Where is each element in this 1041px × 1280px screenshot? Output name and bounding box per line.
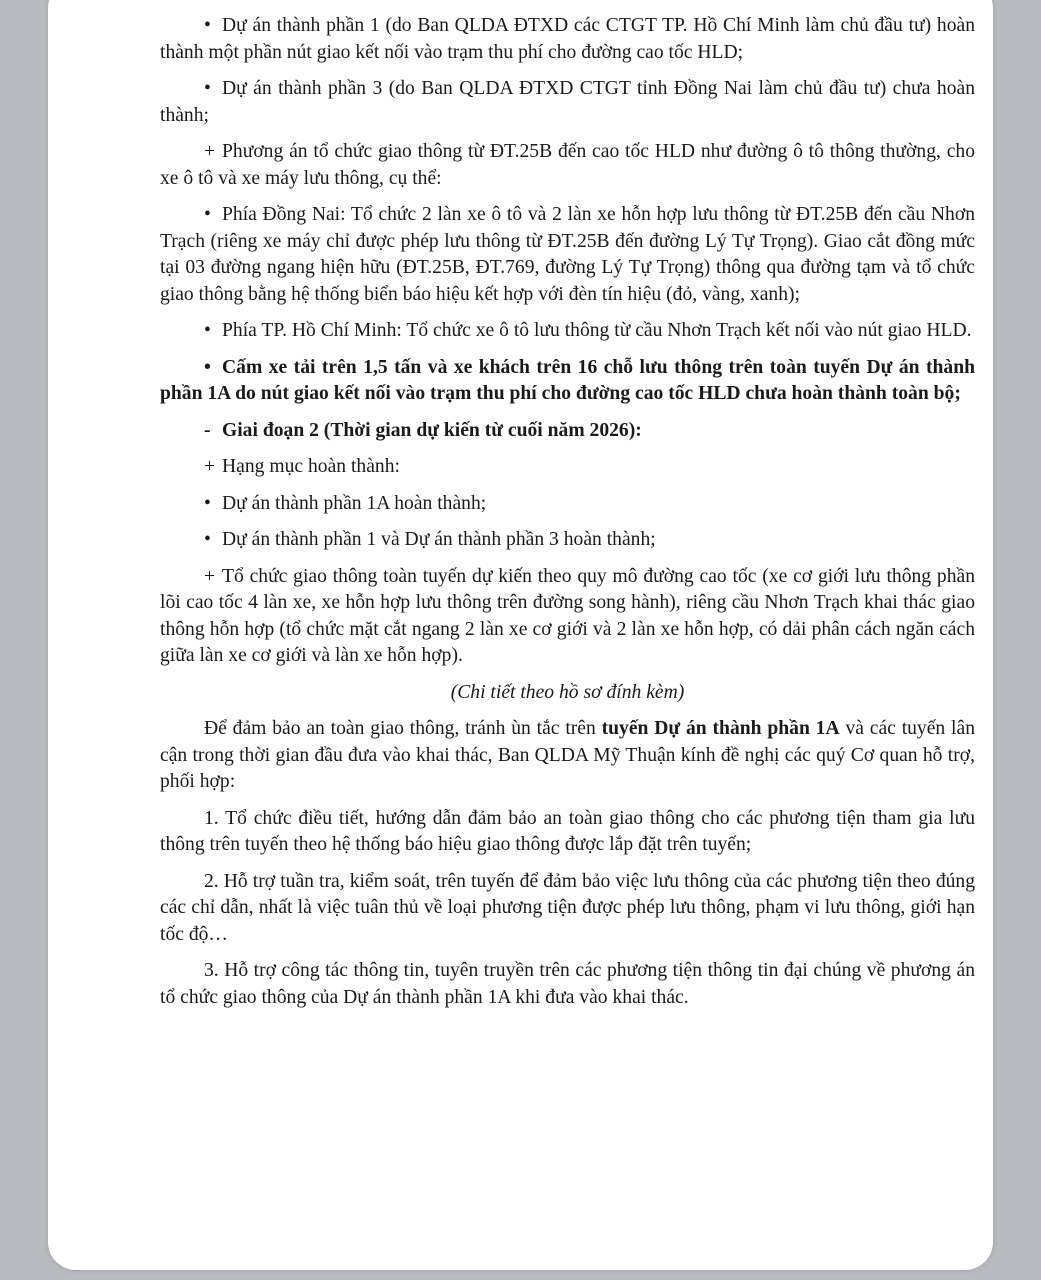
paragraph-full-route-plan: + Tổ chức giao thông toàn tuyến dự kiến theo quy mô đường cao tốc (xe cơ giới lưu thông phần lõi cao tốc 4 làn xe, xe hỗn hợp lưu thông trên đường song hành), riêng cầu Nhơn Trạch khai thác giao thông hỗn hợp (tổ chức mặt cắt ngang 2 làn xe cơ giới và 2 làn xe hỗn hợp, có dải phân cách ngăn cách giữa làn xe cơ giới và làn xe hỗn hợp). [160,565,975,666]
document-page [48,0,993,1270]
paragraph-completed-items: + Hạng mục hoàn thành: [160,454,975,481]
closing-intro: Để đảm bảo an toàn giao thông, tránh ùn tắc trên tuyến Dự án thành phần 1A và các tuyến lân cận trong thời gian đầu đưa vào khai thác, Ban QLDA Mỹ Thuận kính đề nghị các quý Cơ quan hỗ trợ, phối hợp: [160,718,975,792]
paragraph-dong-nai-side: • Phía Đồng Nai: Tổ chức 2 làn xe ô tô và 2 làn xe hỗn hợp lưu thông từ ĐT.25B đến cầu Nhơn Trạch (riêng xe máy chỉ được phép lưu thông từ ĐT.25B đến đường Lý Tự Trọng). Giao cắt đồng mức tại 03 đường ngang hiện hữu (ĐT.25B, ĐT.769, đường Lý Tự Trọng) thông qua đường tạm và tổ chức giao thông bằng hệ thống biển báo hiệu kết hợp với đèn tín hiệu (đỏ, vàng, xanh); [160,204,975,305]
plus-marker: + [204,456,216,477]
bullet-marker: • [204,320,211,341]
bullet-marker: • [204,15,211,36]
paragraph-project-3: • Dự án thành phần 3 (do Ban QLDA ĐTXD CTGT tỉnh Đồng Nai làm chủ đầu tư) chưa hoàn thành; [160,78,975,126]
paragraph-traffic-plan: + Phương án tổ chức giao thông từ ĐT.25B đến cao tốc HLD như đường ô tô thông thường, cho xe ô tô và xe máy lưu thông, cụ thể: [160,141,975,189]
attachment-note: (Chi tiết theo hồ sơ đính kèm) [450,681,685,703]
paragraph-project-1: • Dự án thành phần 1 (do Ban QLDA ĐTXD các CTGT TP. Hồ Chí Minh làm chủ đầu tư) hoàn thành một phần nút giao kết nối vào trạm thu phí cho đường cao tốc HLD; [160,15,975,63]
bullet-marker: • [204,492,211,514]
paragraph-phase-2-heading: - Giai đoạn 2 (Thời gian dự kiến từ cuối năm 2026): [160,418,975,445]
paragraph-truck-ban: • Cấm xe tải trên 1,5 tấn và xe khách trên 16 chỗ lưu thông trên toàn tuyến Dự án thành phần 1A do nút giao kết nối vào trạm thu phí cho đường cao tốc HLD chưa hoàn thành toàn bộ; [160,356,975,404]
bullet-marker: • [204,204,211,225]
request-3: 3. Hỗ trợ công tác thông tin, tuyên truyền trên các phương tiện thông tin đại chúng về phương án tổ chức giao thông của Dự án thành phần 1A khi đưa vào khai thác. [160,960,975,1008]
bullet-marker: • [204,529,211,550]
dash-marker: - [204,419,211,441]
plus-marker: + [204,565,216,587]
paragraph-projects-1-3-done: • Dự án thành phần 1 và Dự án thành phần 3 hoàn thành; [160,527,975,554]
document-body [160,13,975,1021]
bullet-marker: • [204,356,211,378]
bullet-marker: • [204,78,211,99]
plus-marker: + [204,141,216,162]
paragraph-project-1a-done: • Dự án thành phần 1A hoàn thành; [160,491,975,518]
request-2: 2. Hỗ trợ tuần tra, kiểm soát, trên tuyến để đảm bảo việc lưu thông của các phương tiện theo đúng các chỉ dẫn, nhất là việc tuân thủ về loại phương tiện được phép lưu thông, phạm vi lưu thông, giới hạn tốc độ… [160,870,975,945]
paragraph-hcmc-side: • Phía TP. Hồ Chí Minh: Tổ chức xe ô tô lưu thông từ cầu Nhơn Trạch kết nối vào nút giao HLD. [160,318,975,345]
request-1: 1. Tổ chức điều tiết, hướng dẫn đảm bảo an toàn giao thông cho các phương tiện tham gia lưu thông trên tuyến theo hệ thống báo hiệu giao thông được lắp đặt trên tuyến; [160,807,975,855]
